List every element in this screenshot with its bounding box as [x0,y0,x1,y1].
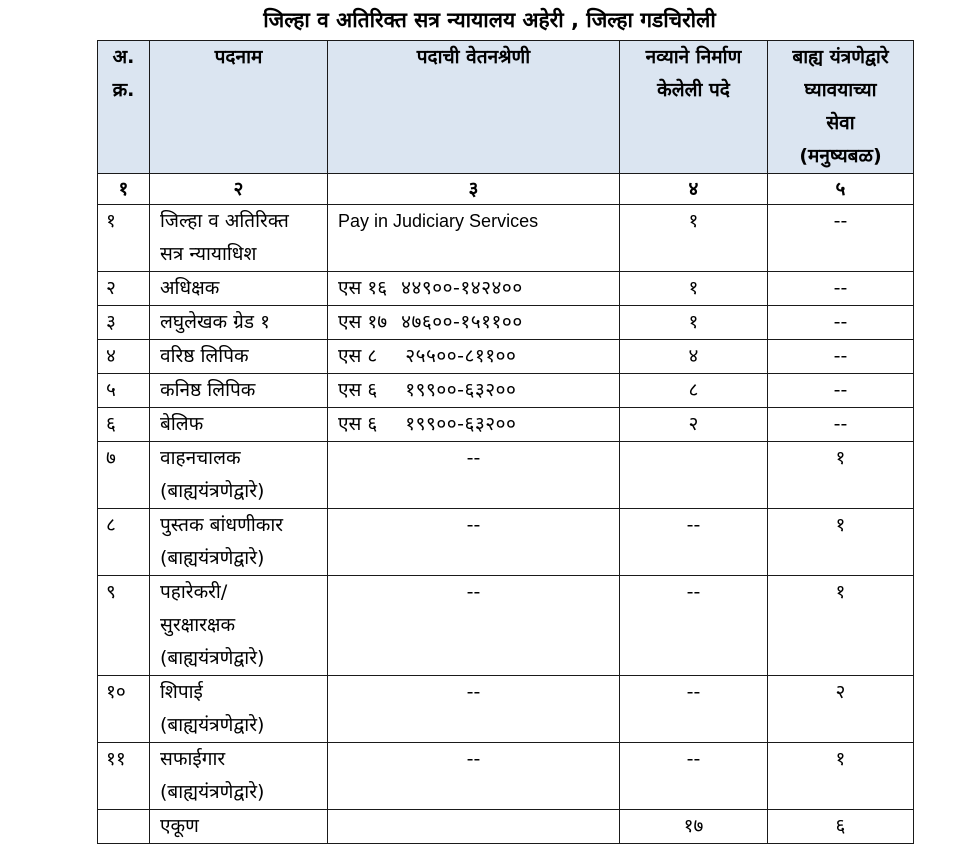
serial-number: ६ [98,408,150,442]
pay-scale [328,272,620,306]
column-number: २ [150,174,328,205]
post-name: लघुलेखक ग्रेड १ [150,306,328,340]
new-posts: १ [620,272,768,306]
new-posts: ८ [620,374,768,408]
table-row [98,509,914,576]
post-name: वरिष्ठ लिपिक [150,340,328,374]
new-posts: ४ [620,340,768,374]
post-name: सफाईगार (बाह्ययंत्रणेद्वारे) [150,743,328,810]
table-row [98,408,914,442]
table-row [98,676,914,743]
post-name: अधिक्षक [150,272,328,306]
outsourced: -- [768,408,914,442]
outsourced: -- [768,374,914,408]
post-name: जिल्हा व अतिरिक्त सत्र न्यायाधिश [150,205,328,272]
pay-level: एस ६ [338,379,378,401]
new-posts: -- [620,509,768,576]
outsourced: -- [768,205,914,272]
table-row [98,205,914,272]
serial-number: १ [98,205,150,272]
pay-scale: Pay in Judiciary Services [328,205,620,272]
pay-range: २५५००-८११०० [405,345,517,367]
header-pay-scale: पदाची वेतनश्रेणी [328,41,620,174]
table-row [98,576,914,676]
pay-range: ४७६००-१५११०० [401,311,523,333]
post-name: पहारेकरी/ सुरक्षारक्षक (बाह्ययंत्रणेद्वारे) [150,576,328,676]
new-posts: -- [620,576,768,676]
pay-scale: -- [328,442,620,509]
outsourced: -- [768,272,914,306]
column-number: ५ [768,174,914,205]
table-row [98,340,914,374]
header-outsourced-services: बाह्य यंत्रणेद्वारे घ्यावयाच्या सेवा (मनुष्यबळ) [768,41,914,174]
outsourced: २ [768,676,914,743]
pay-scale [328,306,620,340]
document-title: जिल्हा व अतिरिक्त सत्र न्यायालय अहेरी , जिल्हा गडचिरोली [263,8,716,32]
serial-number [98,810,150,844]
serial-number: ४ [98,340,150,374]
serial-number: ९ [98,576,150,676]
column-number: १ [98,174,150,205]
serial-number: १० [98,676,150,743]
post-name: कनिष्ठ लिपिक [150,374,328,408]
header-row [98,41,914,174]
new-posts: -- [620,676,768,743]
pay-scale [328,408,620,442]
column-number-row [98,174,914,205]
pay-scale [328,374,620,408]
pay-level: एस ६ [338,413,378,435]
serial-number: ८ [98,509,150,576]
column-number: ३ [328,174,620,205]
post-name: पुस्तक बांधणीकार (बाह्ययंत्रणेद्वारे) [150,509,328,576]
serial-number: ७ [98,442,150,509]
pay-scale: -- [328,576,620,676]
pay-scale: -- [328,676,620,743]
outsourced: १ [768,576,914,676]
outsourced: १ [768,743,914,810]
pay-range: ४४९००-१४२४०० [401,277,523,299]
pay-level: एस ८ [338,345,378,367]
new-posts: १ [620,306,768,340]
serial-number: ११ [98,743,150,810]
header-serial-number: अ. क्र. [98,41,150,174]
new-posts: -- [620,743,768,810]
total-new-posts: १७ [620,810,768,844]
total-label: एकूण [150,810,328,844]
pay-range: १९९००-६३२०० [405,379,517,401]
pay-level: एस १६ [338,277,388,299]
pay-level: एस १७ [338,311,388,333]
posts-table [97,40,914,844]
table-row [98,374,914,408]
outsourced: १ [768,442,914,509]
serial-number: २ [98,272,150,306]
new-posts: १ [620,205,768,272]
outsourced: -- [768,340,914,374]
post-name: वाहनचालक (बाह्ययंत्रणेद्वारे) [150,442,328,509]
total-outsourced: ६ [768,810,914,844]
header-post-name: पदनाम [150,41,328,174]
pay-scale: -- [328,743,620,810]
serial-number: ५ [98,374,150,408]
pay-scale [328,340,620,374]
table-row [98,272,914,306]
table-row [98,306,914,340]
column-number: ४ [620,174,768,205]
new-posts: २ [620,408,768,442]
header-new-posts: नव्याने निर्माण केलेली पदे [620,41,768,174]
outsourced: १ [768,509,914,576]
serial-number: ३ [98,306,150,340]
outsourced: -- [768,306,914,340]
pay-scale: -- [328,509,620,576]
table-row [98,442,914,509]
post-name: बेलिफ [150,408,328,442]
pay-range: १९९००-६३२०० [405,413,517,435]
pay-scale [328,810,620,844]
total-row [98,810,914,844]
new-posts [620,442,768,509]
table-row [98,743,914,810]
post-name: शिपाई (बाह्ययंत्रणेद्वारे) [150,676,328,743]
